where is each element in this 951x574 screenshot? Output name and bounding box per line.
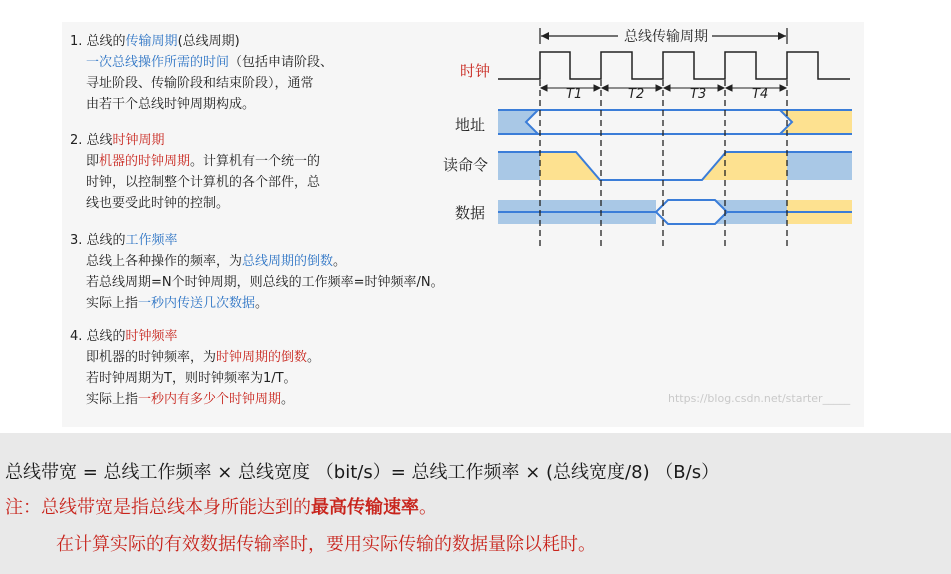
text-segment: 时钟，以控制整个计算机的各个部件，总 [86,175,321,190]
addr-label: 地址 [455,116,486,134]
text-segment: 。 [333,254,347,269]
text-segment: 若总线周期=N个时钟周期，则总线的工作频率=时钟频率/N。 [86,275,444,290]
text-segment: 。 [255,296,269,311]
period-arrowhead-left [541,32,549,40]
text-segment: 机器的时钟周期 [99,154,191,169]
t2-label: T2 [628,87,645,102]
heading-part: 时钟频率 [125,329,178,344]
data-label: 数据 [455,204,486,222]
clock-label: 时钟 [460,62,491,80]
read-blue-right [787,152,852,180]
text-segment: （包括申请阶段、 [229,55,334,70]
t1-label: T1 [566,87,583,102]
text-segment: 即机器的时钟频率，为 [86,350,217,365]
period-arrowhead-right [778,32,786,40]
text-segment: 。 [281,392,295,407]
heading-part: 4. 总线的 [70,329,126,344]
note-line-2: 在计算实际的有效数据传输率时，要用实际传输的数据量除以耗时。 [56,534,596,555]
heading-part: 时钟周期 [112,133,165,148]
period-label: 总线传输周期 [624,29,708,45]
addr-blue-fill [498,110,538,134]
note-text-1-bold: 最高传输速率 [311,497,419,518]
text-segment: 。计算机有一个统一的 [190,154,321,169]
text-segment: 时钟周期的倒数 [216,350,308,365]
heading-part: 工作频率 [125,233,178,248]
data-line-lower [656,212,727,224]
t3-label: T3 [690,87,707,102]
text-segment: 一秒内有多少个时钟周期 [138,392,282,407]
read-blue-left [498,152,540,180]
addr-top-line [498,110,792,134]
text-segment: 寻址阶段、传输阶段和结束阶段），通常 [86,76,314,91]
watermark: https://blog.csdn.net/starter_____ [668,392,851,405]
heading-part: 2. 总线 [70,133,113,148]
read-label: 读命令 [443,156,489,174]
text-segment: 由若干个总线时钟周期构成。 [86,97,256,112]
text-segment: 一秒内传送几次数据 [138,296,256,311]
text-segment: 总线上各种操作的频率，为 [86,254,243,269]
note-prefix: 注： [5,497,41,518]
text-segment: 一次总线操作所需的时间 [86,55,230,70]
bandwidth-formula: 总线带宽 = 总线工作频率 × 总线宽度 （bit/s）= 总线工作频率 × (总线宽度/8) （B/s） [5,462,720,483]
heading-part: (总线周期) [177,34,240,49]
text-segment: 若时钟周期为T，则时钟频率为1/T。 [86,371,297,386]
read-yellow-left [540,152,600,180]
text-segment: 实际上指 [86,392,139,407]
note-text-1-end: 。 [419,497,437,518]
text-segment: 实际上指 [86,296,139,311]
text-segment: 总线周期的倒数 [242,254,334,269]
t4-label: T4 [752,87,769,102]
text-segment: 。 [307,350,321,365]
heading-part: 1. 总线的 [70,34,126,49]
note-line-1 [5,493,437,519]
text-segment: 即 [86,154,100,169]
heading-part: 传输周期 [125,34,178,49]
note-text-1: 总线带宽是指总线本身所能达到的 [41,497,311,518]
text-segment: 线也要受此时钟的控制。 [86,196,230,211]
clock-waveform [498,52,850,79]
heading-part: 3. 总线的 [70,233,126,248]
